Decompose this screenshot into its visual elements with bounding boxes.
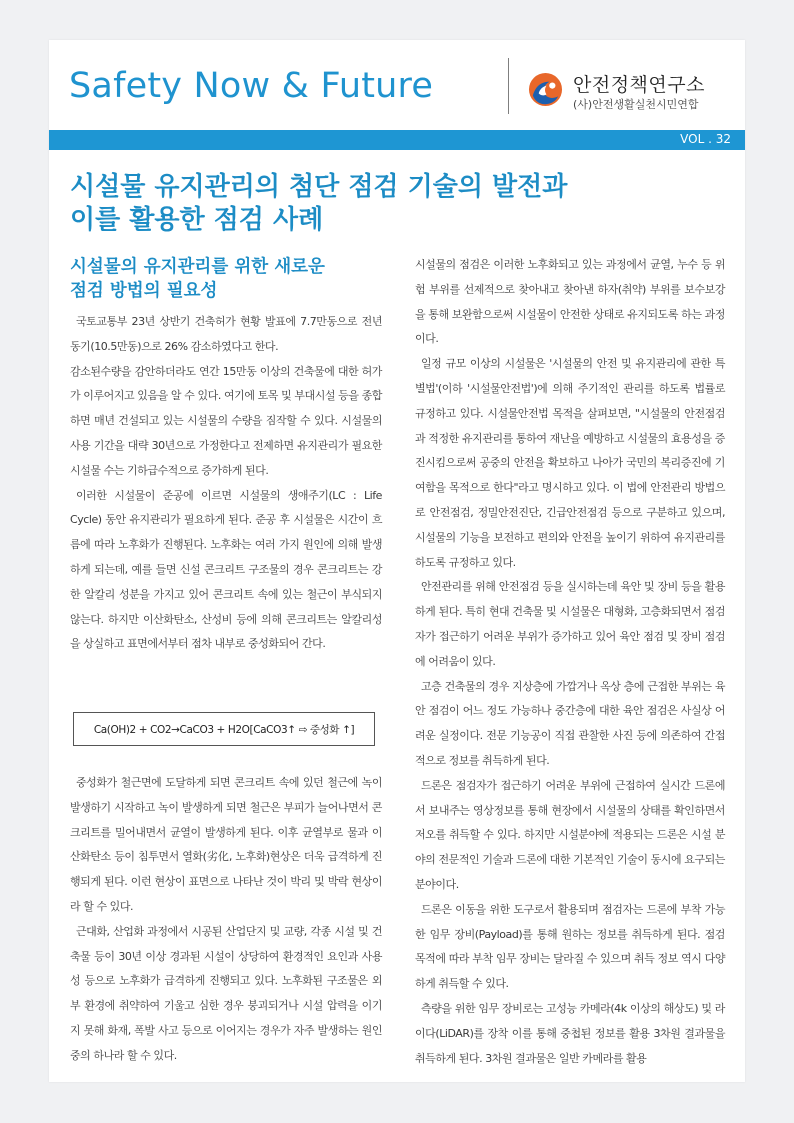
left-column-bottom xyxy=(70,771,382,1069)
body-paragraph: 드론은 이동을 위한 도구로서 활용되며 점검자는 드론에 부착 가능한 임무 장비(Payload)를 통해 원하는 정보를 취득하게 된다. 점검 목적에 따라 부착 임무 장비는 달라질 수 있으며 취득 정보 역시 다양하게 취득할 수 있다. xyxy=(415,902,725,991)
section-title-line: 점검 방법의 필요성 xyxy=(70,281,218,301)
body-paragraph: 고층 건축물의 경우 지상층에 가깝거나 옥상 층에 근접한 부위는 육안 점검이 어느 정도 가능하나 중간층에 대한 육안 점검은 사실상 어려운 실정이다. 전문 기능공이 직접 관찰한 사진 등에 의존하여 간접적으로 정보를 취득하게 된다. xyxy=(415,679,725,767)
body-paragraph: 근대화, 산업화 과정에서 시공된 산업단지 및 교량, 각종 시설 및 건축물 등이 30년 이상 경과된 시설이 상당하여 환경적인 요인과 사용성 등으로 노후화가 급격하게 진행되고 있다. 노후화된 구조물은 외부 환경에 취약하여 기울고 심한 경우 붕괴되거나 시설 압력을 이기지 못해 화재, 폭발 사고 등으로 이어지는 경우가 자주 발생하는 원인 중의 하나라 할 수 있다. xyxy=(70,924,382,1062)
newsletter-page xyxy=(49,40,745,1082)
article-title-line: 시설물 유지관리의 첨단 점검 기술의 발전과 xyxy=(70,172,568,202)
volume-label: VOL . 32 xyxy=(680,132,731,146)
body-paragraph: 이러한 시설물이 준공에 이르면 시설물의 생애주기(LC : Life Cycle) 동안 유지관리가 필요하게 된다. 준공 후 시설물은 시간이 흐름에 따라 노후화가 진행된다. 노후화는 여러 가지 원인에 의해 발생하게 되는데, 예를 들면 신설 콘크리트 구조물의 경우 콘크리트는 강한 알칼리 성분을 가지고 있어 콘크리트 속에 있는 철근이 부식되지 않는다. 하지만 이산화탄소, 산성비 등에 의해 콘크리트는 알칼리성을 상실하고 표면에서부터 점차 내부로 중성화되어 간다. xyxy=(70,488,382,651)
org-name: 안전정책연구소 xyxy=(573,74,705,96)
article-title-line: 이를 활용한 점검 사례 xyxy=(70,205,324,235)
formula-box: Ca(OH)2 + CO2→CaCO3 + H2O[CaCO3↑ ⇨ 중성화 ↑] xyxy=(73,712,375,746)
body-paragraph: 시설물의 점검은 이러한 노후화되고 있는 과정에서 균열, 누수 등 위험 부위를 선제적으로 찾아내고 찾아낸 하자(취약) 부위를 보수보강을 통해 보완함으로써 시설물이 안전한 상태로 유지되도록 하는 과정이다. xyxy=(415,258,725,346)
body-paragraph: 드론은 점검자가 접근하기 어려운 부위에 근접하여 실시간 드론에서 보내주는 영상정보를 통해 현장에서 시설물의 상태를 확인하면서 저오를 취득할 수 있다. 하지만 시설분야에 적용되는 드론은 시설 분야의 전문적인 기술과 드론에 대한 기본적인 기술이 동시에 요구되는 분야이다. xyxy=(415,778,725,891)
right-column xyxy=(415,253,725,1071)
header-divider xyxy=(508,58,509,114)
body-paragraph: 국토교통부 23년 상반기 건축허가 현황 발표에 7.7만동으로 전년 동기(10.5만동)으로 26% 감소하였다고 한다. xyxy=(70,315,382,353)
org-subtitle: (사)안전생활실천시민연합 xyxy=(573,98,699,111)
body-paragraph: 감소된수량을 감안하더라도 연간 15만동 이상의 건축물에 대한 허가가 이루어지고 있음을 알 수 있다. 여기에 토목 및 부대시설 등을 종합하면 매년 건설되고 있는 시설물의 수량을 짐작할 수 있다. 시설물의 사용 기간을 대략 30년으로 가정한다고 전제하면 유지관리가 필요한 시설물 수는 기하급수적으로 증가하게 된다. xyxy=(70,364,382,477)
body-paragraph: 안전관리를 위해 안전점검 등을 실시하는데 육안 및 장비 등을 활용하게 된다. 특히 현대 건축물 및 시설물은 대형화, 고층화되면서 점검자가 접근하기 어려운 부위가 증가하고 있어 육안 점검 및 장비 점검에 어려움이 있다. xyxy=(415,580,725,668)
body-paragraph: 중성화가 철근면에 도달하게 되면 콘크리트 속에 있던 철근에 녹이 발생하기 시작하고 녹이 발생하게 되면 철근은 부피가 늘어나면서 콘크리트를 밀어내면서 균열이 발생하게 된다. 이후 균열부로 물과 이산화탄소 등이 침투면서 열화(劣化, 노후화)현상은 더욱 급격하게 진행되게 된다. 이런 현상이 표면으로 나타난 것이 박리 및 박락 현상이라 할 수 있다. xyxy=(70,776,382,913)
article-title xyxy=(70,171,567,237)
section-title-line: 시설물의 유지관리를 위한 새로운 xyxy=(70,257,325,277)
newsletter-title: Safety Now & Future xyxy=(69,66,434,106)
body-paragraph: 일정 규모 이상의 시설물은 '시설물의 안전 및 유지관리에 관한 특별법'(이하 '시설물안전법')에 의해 주기적인 관리를 하도록 법률로 규정하고 있다. 시설물안전법 목적을 살펴보면, "시설물의 안전점검과 적정한 유지관리를 통하여 재난을 예방하고 시설물의 효용성을 증진시킴으로써 공중의 안전을 확보하고 나아가 국민의 복리증진에 기여함을 목적으로 한다"라고 명시하고 있다. 이 법에 안전관리 방법으로 안전점검, 정밀안전진단, 긴급안전점검 등으로 구분하고 있으며, 시설물의 기능을 보전하고 편의와 안전을 높이기 위하여 유지관리를 하도록 규정하고 있다. xyxy=(415,357,725,569)
body-paragraph: 측량을 위한 임무 장비로는 고성능 카메라(4k 이상의 해상도) 및 라이다(LiDAR)를 장착 이를 통해 중첩된 정보를 활용 3차원 결과물을 취득하게 된다. 3차원 결과물은 일반 카메라를 활용 xyxy=(415,1001,725,1065)
institute-logo-icon xyxy=(528,72,563,107)
section-title xyxy=(70,255,325,303)
volume-bar xyxy=(49,130,745,150)
left-column-top xyxy=(70,310,382,657)
